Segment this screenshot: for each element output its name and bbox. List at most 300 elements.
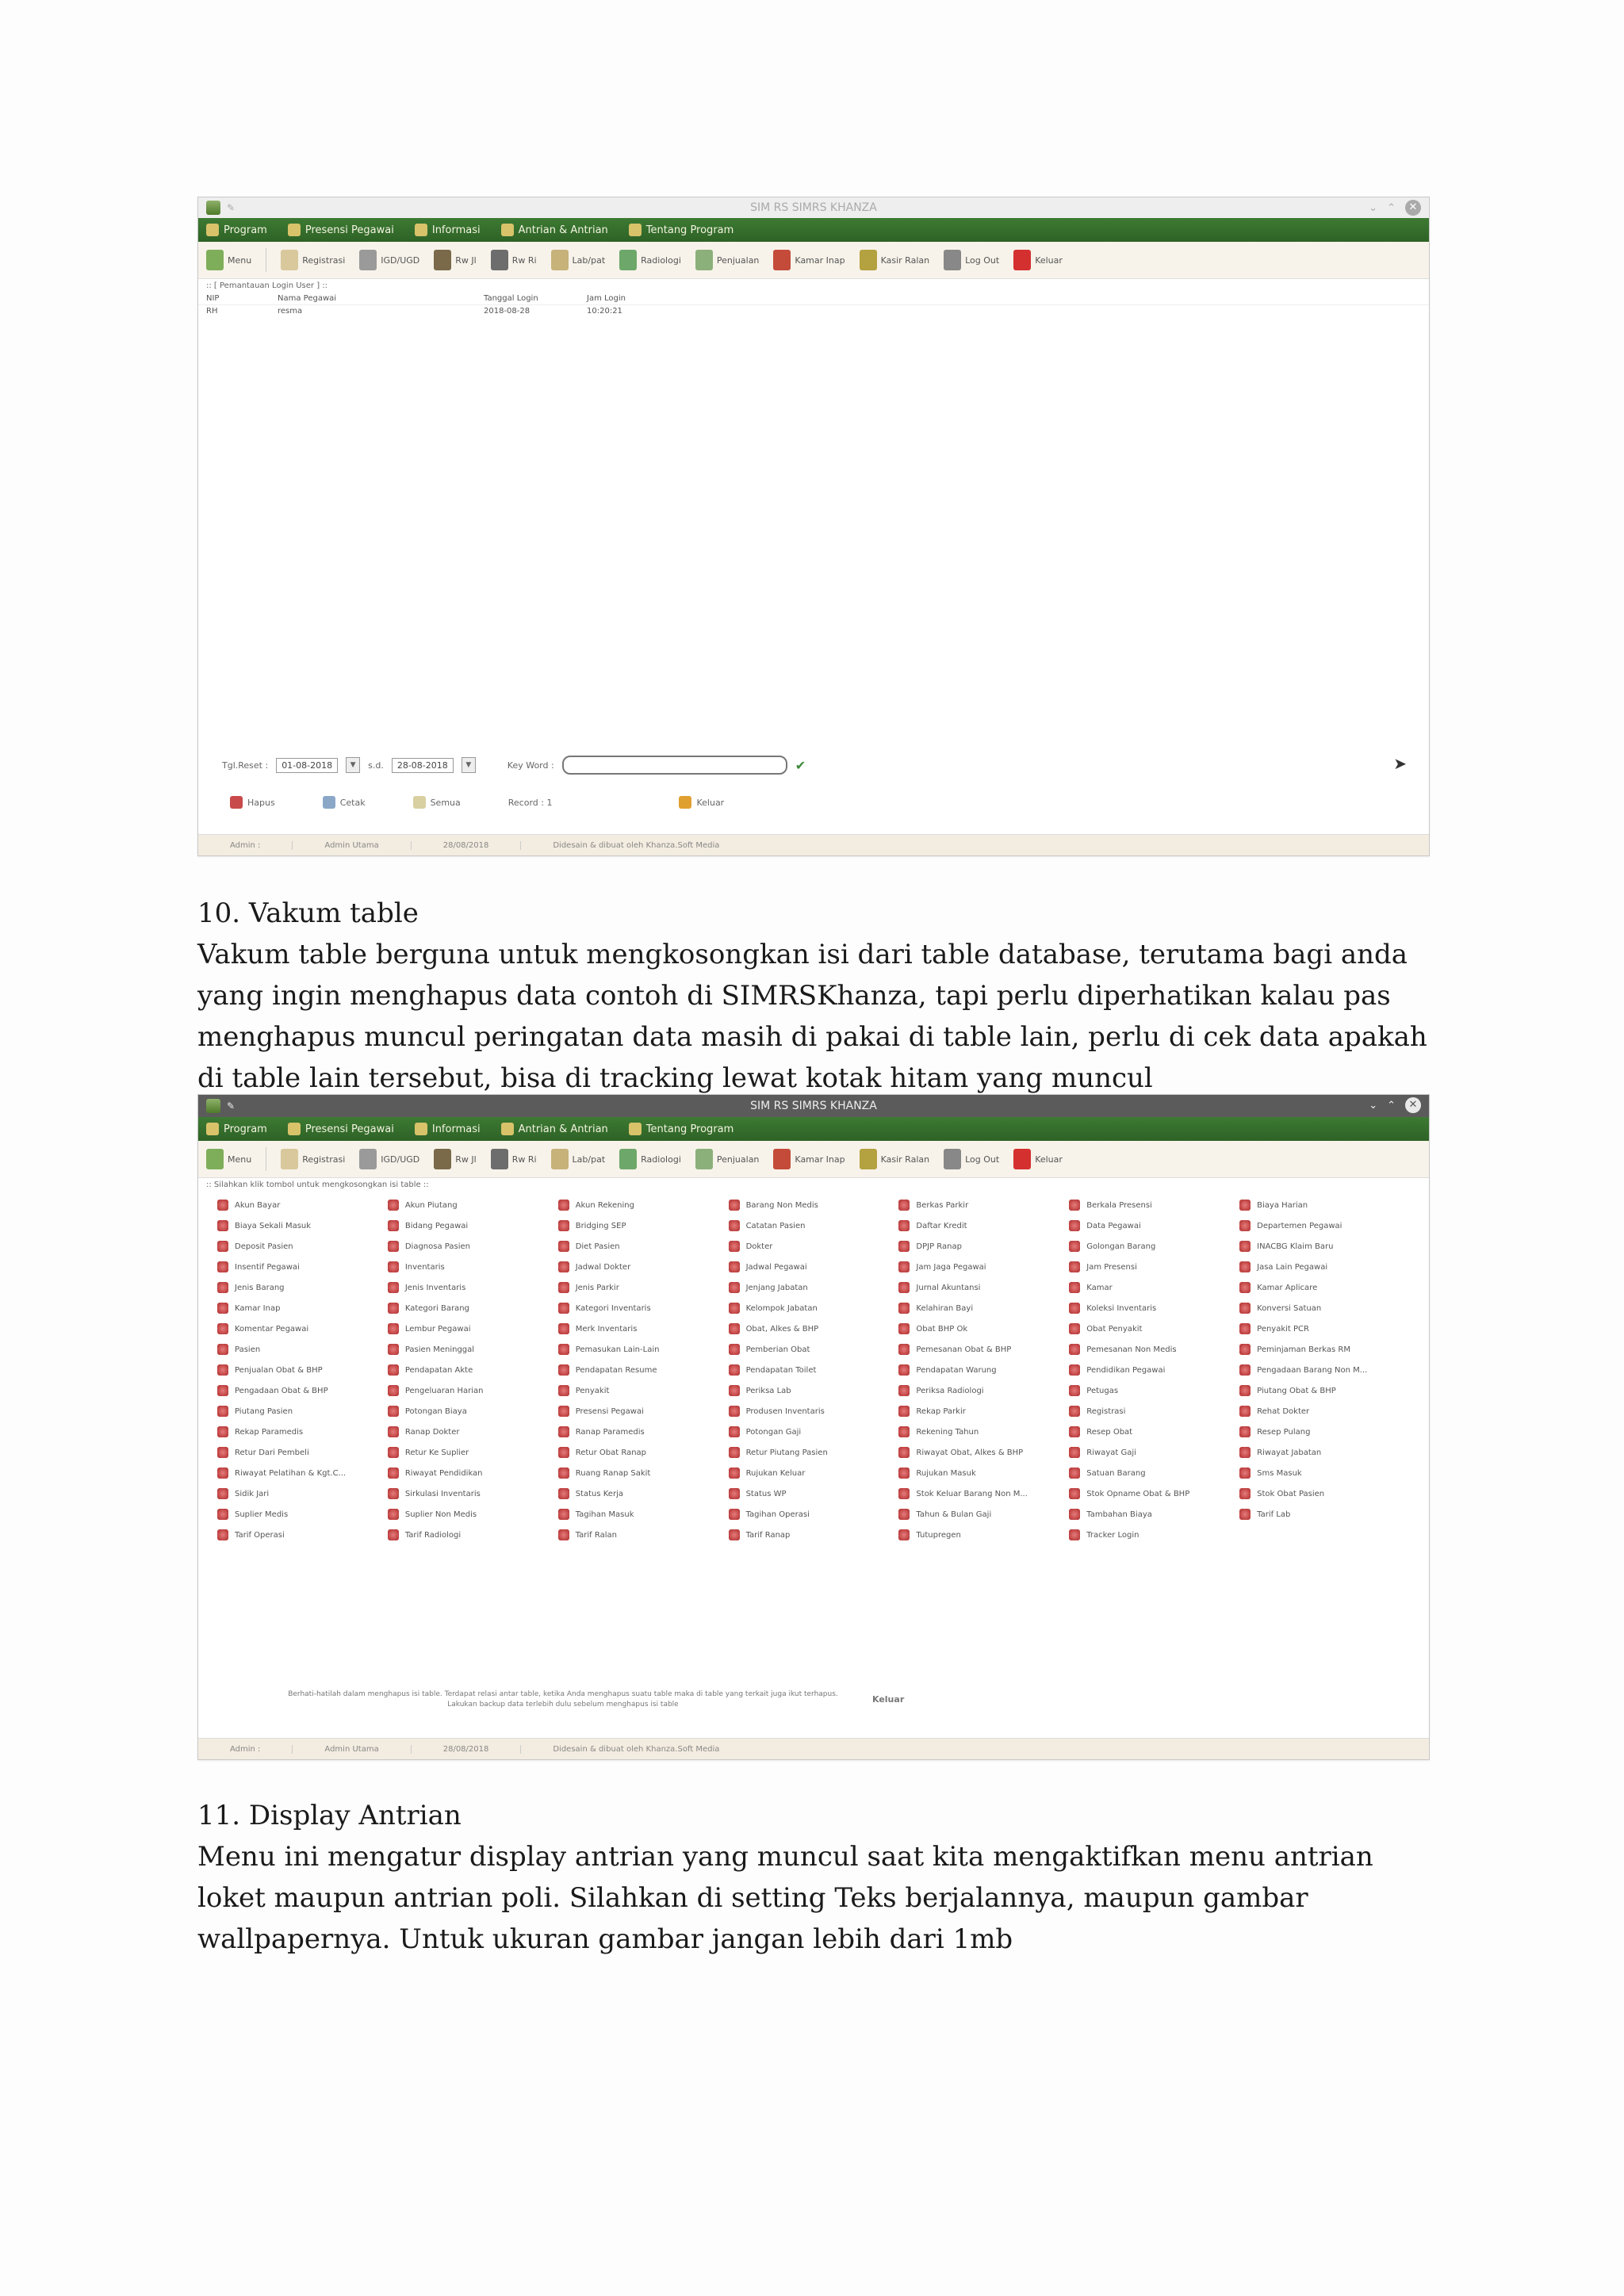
vakum-table-label: Jenis Inventaris bbox=[404, 1283, 466, 1292]
vakum-table-button[interactable] bbox=[1239, 1364, 1410, 1376]
vakum-table-label: Rujukan Keluar bbox=[745, 1468, 806, 1478]
vakum-table-button[interactable] bbox=[729, 1364, 899, 1376]
vakum-table-button[interactable] bbox=[388, 1385, 558, 1396]
vakum-table-button[interactable] bbox=[729, 1447, 899, 1458]
vakum-table-button[interactable] bbox=[898, 1364, 1069, 1376]
menu-presensi[interactable]: Presensi Pegawai bbox=[288, 1123, 394, 1135]
menu-program[interactable]: Program bbox=[206, 224, 267, 236]
vakum-table-button[interactable] bbox=[729, 1241, 899, 1252]
trash-icon bbox=[1069, 1364, 1080, 1376]
toolbar-registrasi-button[interactable]: Registrasi bbox=[281, 250, 345, 270]
vakum-table-button[interactable] bbox=[898, 1426, 1069, 1437]
trash-icon bbox=[1069, 1488, 1080, 1499]
vakum-table-label: Koleksi Inventaris bbox=[1086, 1303, 1157, 1313]
maximize-icon[interactable]: ⌃ bbox=[1387, 201, 1396, 214]
trash-icon bbox=[1069, 1261, 1080, 1272]
vakum-table-button[interactable] bbox=[558, 1282, 729, 1293]
vakum-table-button[interactable] bbox=[898, 1406, 1069, 1417]
trash-icon bbox=[1239, 1468, 1251, 1479]
date-from-dropdown-icon[interactable]: ▼ bbox=[346, 757, 360, 773]
toolbar-kamar-inap-button[interactable]: Kamar Inap bbox=[773, 250, 845, 270]
key-icon bbox=[206, 224, 219, 236]
maximize-icon[interactable]: ⌃ bbox=[1387, 1099, 1396, 1112]
info-icon bbox=[415, 1123, 427, 1135]
vakum-table-label: Stok Keluar Barang Non M... bbox=[916, 1489, 1028, 1498]
vakum-table-button[interactable] bbox=[558, 1261, 729, 1272]
close-icon[interactable]: ✕ bbox=[1405, 1097, 1421, 1113]
toolbar-radiologi-button[interactable]: Radiologi bbox=[619, 250, 681, 270]
trash-icon bbox=[1069, 1468, 1080, 1479]
vakum-table-button[interactable] bbox=[898, 1468, 1069, 1479]
menu-presensi[interactable]: Presensi Pegawai bbox=[288, 224, 394, 236]
vakum-table-label: Sidik Jari bbox=[235, 1489, 270, 1498]
vakum-table-label: Akun Bayar bbox=[235, 1200, 281, 1210]
print-icon bbox=[323, 796, 335, 809]
vakum-table-button[interactable] bbox=[1239, 1220, 1410, 1231]
toolbar-rwjl-button[interactable]: Rw Jl bbox=[434, 1149, 476, 1169]
vakum-table-button[interactable] bbox=[729, 1344, 899, 1355]
vakum-table-button[interactable] bbox=[388, 1364, 558, 1376]
vakum-table-button[interactable] bbox=[388, 1447, 558, 1458]
vakum-table-label: Kamar Aplicare bbox=[1257, 1283, 1318, 1292]
vakum-table-label: Ruang Ranap Sakit bbox=[575, 1468, 651, 1478]
vakum-table-button[interactable] bbox=[1069, 1447, 1239, 1458]
vakum-table-button[interactable] bbox=[1069, 1282, 1239, 1293]
vakum-table-button[interactable] bbox=[558, 1303, 729, 1314]
panel-caption: :: [ Pemantauan Login User ] :: bbox=[206, 281, 328, 290]
column-header[interactable]: Nama Pegawai bbox=[278, 294, 337, 303]
toolbar-rwjl-button[interactable]: Rw Jl bbox=[434, 250, 476, 270]
vakum-table-button[interactable] bbox=[729, 1488, 899, 1499]
vakum-table-button[interactable] bbox=[1239, 1488, 1410, 1499]
vakum-table-label: Riwayat Jabatan bbox=[1257, 1448, 1322, 1457]
vakum-table-button[interactable] bbox=[898, 1282, 1069, 1293]
vakum-table-button[interactable] bbox=[1069, 1426, 1239, 1437]
vakum-table-label: Retur Dari Pembeli bbox=[235, 1448, 309, 1457]
vakum-table-button[interactable] bbox=[1239, 1509, 1410, 1520]
vakum-table-button[interactable] bbox=[558, 1509, 729, 1520]
status-credit: Didesain & dibuat oleh Khanza.Soft Media bbox=[553, 1744, 720, 1754]
vakum-table-button[interactable] bbox=[729, 1323, 899, 1334]
toolbar bbox=[198, 242, 1429, 279]
vakum-table-button[interactable] bbox=[217, 1488, 388, 1499]
room-icon bbox=[773, 250, 791, 270]
section-10-heading: 10. Vakum table bbox=[197, 897, 419, 929]
outpatient-icon bbox=[434, 1149, 451, 1169]
vakum-table-label: Jam Jaga Pegawai bbox=[916, 1262, 986, 1272]
vakum-table-button[interactable] bbox=[217, 1426, 388, 1437]
vakum-table-button[interactable] bbox=[388, 1241, 558, 1252]
sales-icon bbox=[695, 1149, 713, 1169]
vakum-table-label: Jenis Barang bbox=[235, 1283, 285, 1292]
vakum-table-button[interactable] bbox=[1069, 1241, 1239, 1252]
vakum-table-button[interactable] bbox=[388, 1406, 558, 1417]
lab-icon bbox=[551, 250, 569, 270]
vakum-table-button[interactable] bbox=[898, 1447, 1069, 1458]
trash-icon bbox=[729, 1220, 740, 1231]
vakum-table-label: Pendapatan Toilet bbox=[745, 1365, 817, 1375]
vakum-table-button[interactable] bbox=[388, 1468, 558, 1479]
vakum-table-button[interactable] bbox=[1069, 1200, 1239, 1211]
vakum-table-label: Riwayat Obat, Alkes & BHP bbox=[916, 1448, 1024, 1457]
vakum-table-label: Akun Piutang bbox=[404, 1200, 458, 1210]
vakum-table-button[interactable] bbox=[558, 1364, 729, 1376]
vakum-table-button[interactable] bbox=[1239, 1447, 1410, 1458]
vakum-table-button[interactable] bbox=[898, 1509, 1069, 1520]
vakum-table-button[interactable] bbox=[388, 1303, 558, 1314]
vakum-table-button[interactable] bbox=[388, 1529, 558, 1540]
minimize-icon[interactable]: ⌄ bbox=[1369, 1099, 1378, 1112]
toolbar-igd-button[interactable]: IGD/UGD bbox=[359, 250, 419, 270]
trash-icon bbox=[1239, 1344, 1251, 1355]
vakum-table-label: Bidang Pegawai bbox=[404, 1221, 469, 1230]
vakum-table-button[interactable] bbox=[388, 1261, 558, 1272]
vakum-table-button[interactable] bbox=[558, 1323, 729, 1334]
toolbar-kasir-ralan-button[interactable]: Kasir Ralan bbox=[860, 1149, 929, 1169]
vakum-table-button[interactable] bbox=[558, 1426, 729, 1437]
vakum-table-button[interactable] bbox=[1069, 1488, 1239, 1499]
vakum-table-label: Kamar Inap bbox=[235, 1303, 281, 1313]
vakum-table-button[interactable] bbox=[217, 1241, 388, 1252]
search-icon bbox=[413, 796, 426, 809]
vakum-table-button[interactable] bbox=[217, 1261, 388, 1272]
trash-icon bbox=[898, 1303, 910, 1314]
trash-icon bbox=[388, 1529, 399, 1540]
vakum-table-button[interactable] bbox=[388, 1282, 558, 1293]
book-icon bbox=[629, 224, 642, 236]
trash-icon bbox=[388, 1323, 399, 1334]
trash-icon bbox=[217, 1509, 228, 1520]
trash-icon bbox=[388, 1220, 399, 1231]
vakum-table-button[interactable] bbox=[1069, 1323, 1239, 1334]
toolbar-logout-button[interactable]: Log Out bbox=[944, 1149, 999, 1169]
vakum-table-button[interactable] bbox=[388, 1509, 558, 1520]
minimize-icon[interactable]: ⌄ bbox=[1369, 201, 1378, 214]
vakum-table-button[interactable] bbox=[898, 1303, 1069, 1314]
vakum-table-button[interactable] bbox=[388, 1323, 558, 1334]
vakum-table-button[interactable] bbox=[558, 1488, 729, 1499]
vakum-table-button[interactable] bbox=[898, 1385, 1069, 1396]
vakum-table-button[interactable] bbox=[1239, 1303, 1410, 1314]
vakum-table-label: Barang Non Medis bbox=[745, 1200, 818, 1210]
vakum-table-button[interactable] bbox=[729, 1406, 899, 1417]
toolbar-lab-button[interactable]: Lab/pat bbox=[551, 250, 606, 270]
menu-informasi[interactable]: Informasi bbox=[415, 224, 481, 236]
vakum-table-label: Pendapatan Resume bbox=[575, 1365, 657, 1375]
vakum-table-label: Produsen Inventaris bbox=[745, 1406, 825, 1416]
section-10 bbox=[197, 893, 1434, 1099]
trash-icon bbox=[558, 1364, 569, 1376]
vakum-table-label: Peminjaman Berkas RM bbox=[1257, 1345, 1350, 1354]
vakum-table-button[interactable] bbox=[1239, 1426, 1410, 1437]
vakum-table-button[interactable] bbox=[558, 1447, 729, 1458]
vakum-table-button[interactable] bbox=[1069, 1529, 1239, 1540]
vakum-table-button[interactable] bbox=[729, 1468, 899, 1479]
status-user-label: Admin : bbox=[198, 1745, 293, 1754]
trash-icon bbox=[1069, 1344, 1080, 1355]
trash-icon bbox=[898, 1406, 910, 1417]
trash-icon bbox=[729, 1509, 740, 1520]
vakum-table-button[interactable] bbox=[1239, 1406, 1410, 1417]
vakum-table-label: Lembur Pegawai bbox=[404, 1324, 471, 1334]
trash-icon bbox=[898, 1364, 910, 1376]
vakum-table-button[interactable] bbox=[898, 1344, 1069, 1355]
column-header[interactable]: Jam Login bbox=[587, 294, 626, 303]
trash-icon bbox=[558, 1529, 569, 1540]
vakum-table-button[interactable] bbox=[1069, 1364, 1239, 1376]
vakum-table-button[interactable] bbox=[1069, 1509, 1239, 1520]
doctor-icon bbox=[359, 1149, 377, 1169]
menu-antrian[interactable]: Antrian & Antrian bbox=[501, 1123, 608, 1135]
vakum-table-button[interactable] bbox=[217, 1303, 388, 1314]
semua-button[interactable]: Semua bbox=[413, 796, 461, 809]
person-icon bbox=[288, 1123, 301, 1135]
vakum-table-button[interactable] bbox=[1069, 1261, 1239, 1272]
trash-icon bbox=[217, 1200, 228, 1211]
trash-icon bbox=[558, 1468, 569, 1479]
vakum-table-button[interactable] bbox=[388, 1488, 558, 1499]
menu-program[interactable]: Program bbox=[206, 1123, 267, 1135]
vakum-table-button[interactable] bbox=[217, 1220, 388, 1231]
keluar-button[interactable]: Keluar bbox=[872, 1694, 905, 1705]
vakum-table-button[interactable] bbox=[898, 1200, 1069, 1211]
vakum-table-button[interactable] bbox=[217, 1200, 388, 1211]
trash-icon bbox=[729, 1364, 740, 1376]
vakum-table-button[interactable] bbox=[1069, 1406, 1239, 1417]
vakum-table-button[interactable] bbox=[217, 1509, 388, 1520]
trash-icon bbox=[1069, 1406, 1080, 1417]
toolbar-lab-button[interactable]: Lab/pat bbox=[551, 1149, 606, 1169]
trash-icon bbox=[898, 1241, 910, 1252]
vakum-table-button[interactable] bbox=[388, 1220, 558, 1231]
vakum-table-button[interactable] bbox=[388, 1344, 558, 1355]
trash-icon bbox=[388, 1303, 399, 1314]
vakum-table-button[interactable] bbox=[558, 1344, 729, 1355]
vakum-table-button[interactable] bbox=[217, 1323, 388, 1334]
vakum-table-button[interactable] bbox=[1239, 1344, 1410, 1355]
vakum-table-label: Pemberian Obat bbox=[745, 1345, 810, 1354]
action-bar bbox=[198, 784, 1429, 821]
hapus-button[interactable]: Hapus bbox=[230, 796, 275, 809]
vakum-table-button[interactable] bbox=[217, 1447, 388, 1458]
trash-icon bbox=[898, 1468, 910, 1479]
logout-icon bbox=[944, 250, 961, 270]
date-from-field[interactable]: 01-08-2018 bbox=[276, 758, 338, 773]
trash-icon bbox=[1069, 1323, 1080, 1334]
table-header bbox=[198, 293, 1429, 305]
vakum-table-label: Status Kerja bbox=[575, 1489, 623, 1498]
radiology-icon bbox=[619, 250, 637, 270]
vakum-table-label: Pengadaan Barang Non M... bbox=[1257, 1365, 1368, 1375]
vakum-table-button[interactable] bbox=[729, 1426, 899, 1437]
vakum-table-label: Retur Obat Ranap bbox=[575, 1448, 647, 1457]
vakum-table-button[interactable] bbox=[1069, 1303, 1239, 1314]
vakum-table-label: Jenis Parkir bbox=[575, 1283, 619, 1292]
vakum-table-label: Registrasi bbox=[1086, 1406, 1126, 1416]
pin-icon[interactable]: ✎ bbox=[227, 202, 236, 213]
vakum-table-button[interactable] bbox=[217, 1364, 388, 1376]
vakum-table-button[interactable] bbox=[558, 1200, 729, 1211]
column-header[interactable]: NIP bbox=[206, 294, 220, 303]
vakum-table-label: Ranap Paramedis bbox=[575, 1427, 645, 1437]
trash-icon bbox=[1239, 1323, 1251, 1334]
vakum-table-button[interactable] bbox=[388, 1426, 558, 1437]
vakum-table-label: Piutang Pasien bbox=[235, 1406, 293, 1416]
table-row[interactable] bbox=[198, 305, 1429, 317]
vakum-table-button[interactable] bbox=[1239, 1323, 1410, 1334]
vakum-table-button[interactable] bbox=[1069, 1220, 1239, 1231]
vakum-table-label: Kelompok Jabatan bbox=[745, 1303, 818, 1313]
vakum-table-button[interactable] bbox=[558, 1385, 729, 1396]
table-cell: 2018-08-28 bbox=[484, 307, 530, 316]
trash-icon bbox=[558, 1200, 569, 1211]
trash-icon bbox=[1239, 1261, 1251, 1272]
vakum-table-label: Pasien Meninggal bbox=[404, 1345, 475, 1354]
vakum-table-button[interactable] bbox=[1239, 1261, 1410, 1272]
toolbar-kasir-ralan-button[interactable]: Kasir Ralan bbox=[860, 250, 929, 270]
vakum-table-button[interactable] bbox=[898, 1261, 1069, 1272]
vakum-table-button[interactable] bbox=[898, 1488, 1069, 1499]
trash-icon bbox=[1239, 1385, 1251, 1396]
trash-icon bbox=[1069, 1529, 1080, 1540]
vakum-table-button[interactable] bbox=[217, 1344, 388, 1355]
vakum-table-button[interactable] bbox=[729, 1303, 899, 1314]
toolbar-penjualan-button[interactable]: Penjualan bbox=[695, 1149, 760, 1169]
vakum-table-button[interactable] bbox=[1239, 1200, 1410, 1211]
trash-icon bbox=[217, 1303, 228, 1314]
window-title: SIM RS SIMRS KHANZA bbox=[750, 201, 877, 214]
menu-tentang[interactable]: Tentang Program bbox=[629, 224, 734, 236]
trash-icon bbox=[217, 1282, 228, 1293]
trash-icon bbox=[1069, 1426, 1080, 1437]
vakum-table-label: Tracker Login bbox=[1086, 1530, 1139, 1540]
trash-icon bbox=[388, 1426, 399, 1437]
book-icon bbox=[629, 1123, 642, 1135]
vakum-table-button[interactable] bbox=[217, 1529, 388, 1540]
vakum-table-button[interactable] bbox=[1069, 1344, 1239, 1355]
close-icon[interactable]: ✕ bbox=[1405, 200, 1421, 216]
trash-icon bbox=[388, 1509, 399, 1520]
status-user: Admin Utama bbox=[293, 841, 411, 850]
toolbar-rwri-button[interactable]: Rw Ri bbox=[491, 250, 537, 270]
toolbar-kamar-inap-button[interactable]: Kamar Inap bbox=[773, 1149, 845, 1169]
trash-icon bbox=[898, 1447, 910, 1458]
vakum-table-button[interactable] bbox=[729, 1509, 899, 1520]
section-10-body: Vakum table berguna untuk mengkosongkan isi dari table database, terutama bagi anda yang ingin menghapus data contoh di SIMRSKhanza, tapi perlu diperhatikan kalau pas menghapus muncul peringatan data masih di pakai di table lain, perlu di cek data apakah di table lain tersebut, bisa di tracking lewat kotak hitam yang muncul bbox=[197, 939, 1427, 1094]
trash-icon bbox=[729, 1488, 740, 1499]
date-to-field[interactable]: 28-08-2018 bbox=[392, 758, 454, 773]
vakum-table-button[interactable] bbox=[729, 1200, 899, 1211]
vakum-table-button[interactable] bbox=[898, 1529, 1069, 1540]
toolbar-radiologi-button[interactable]: Radiologi bbox=[619, 1149, 681, 1169]
vakum-table-button[interactable] bbox=[1239, 1282, 1410, 1293]
vakum-table-button[interactable] bbox=[558, 1241, 729, 1252]
menu-tentang[interactable]: Tentang Program bbox=[629, 1123, 734, 1135]
vakum-table-label: Tarif Ranap bbox=[745, 1530, 791, 1540]
vakum-table-button[interactable] bbox=[388, 1200, 558, 1211]
keluar-button[interactable]: Keluar bbox=[679, 796, 724, 809]
vakum-table-button[interactable] bbox=[1069, 1385, 1239, 1396]
cetak-button[interactable]: Cetak bbox=[323, 796, 366, 809]
vakum-table-label: Jasa Lain Pegawai bbox=[1257, 1262, 1328, 1272]
vakum-table-button[interactable] bbox=[217, 1406, 388, 1417]
vakum-table-button[interactable] bbox=[729, 1385, 899, 1396]
trash-icon bbox=[1069, 1282, 1080, 1293]
vakum-table-button[interactable] bbox=[1239, 1241, 1410, 1252]
toolbar-rwri-button[interactable]: Rw Ri bbox=[491, 1149, 537, 1169]
vakum-table-button[interactable] bbox=[1239, 1385, 1410, 1396]
column-header[interactable]: Tanggal Login bbox=[484, 294, 538, 303]
vakum-table-button[interactable] bbox=[729, 1220, 899, 1231]
vakum-table-button[interactable] bbox=[898, 1323, 1069, 1334]
toolbar-igd-button[interactable]: IGD/UGD bbox=[359, 1149, 419, 1169]
exit-icon bbox=[679, 796, 691, 809]
exit-icon bbox=[1013, 250, 1031, 270]
date-to-dropdown-icon[interactable]: ▼ bbox=[462, 757, 476, 773]
pin-icon[interactable]: ✎ bbox=[227, 1100, 236, 1112]
vakum-table-button[interactable] bbox=[1069, 1468, 1239, 1479]
trash-icon bbox=[388, 1406, 399, 1417]
vakum-table-label: Pendidikan Pegawai bbox=[1086, 1365, 1166, 1375]
keyword-input[interactable] bbox=[562, 756, 787, 775]
vakum-table-button[interactable] bbox=[217, 1468, 388, 1479]
vakum-table-label: Tahun & Bulan Gaji bbox=[916, 1510, 992, 1519]
vakum-table-label: Piutang Obat & BHP bbox=[1257, 1386, 1336, 1395]
vakum-table-button[interactable] bbox=[558, 1529, 729, 1540]
vakum-table-button[interactable] bbox=[898, 1220, 1069, 1231]
toolbar-keluar-button[interactable]: Keluar bbox=[1013, 1149, 1063, 1169]
trash-icon bbox=[388, 1385, 399, 1396]
vakum-table-label: Obat BHP Ok bbox=[916, 1324, 968, 1334]
vakum-table-button[interactable] bbox=[729, 1282, 899, 1293]
vakum-table-button[interactable] bbox=[729, 1529, 899, 1540]
toolbar-keluar-button[interactable]: Keluar bbox=[1013, 250, 1063, 270]
status-bar bbox=[198, 1738, 1429, 1759]
vakum-table-label: Kategori Barang bbox=[404, 1303, 469, 1313]
vakum-table-button[interactable] bbox=[1239, 1468, 1410, 1479]
trash-icon bbox=[388, 1282, 399, 1293]
status-credit: Didesain & dibuat oleh Khanza.Soft Media bbox=[553, 840, 720, 850]
toolbar-logout-button[interactable]: Log Out bbox=[944, 250, 999, 270]
trash-icon bbox=[898, 1426, 910, 1437]
vakum-table-button[interactable] bbox=[558, 1468, 729, 1479]
toolbar-penjualan-button[interactable]: Penjualan bbox=[695, 250, 760, 270]
vakum-table-label: Riwayat Pelatihan & Kgt.C... bbox=[235, 1468, 347, 1478]
vakum-table-button[interactable] bbox=[558, 1406, 729, 1417]
trash-icon bbox=[1069, 1385, 1080, 1396]
vakum-table-button[interactable] bbox=[558, 1220, 729, 1231]
vakum-table-button[interactable] bbox=[217, 1282, 388, 1293]
search-check-icon[interactable]: ✔ bbox=[795, 757, 806, 773]
vakum-table-button[interactable] bbox=[898, 1241, 1069, 1252]
trash-icon bbox=[1239, 1303, 1251, 1314]
toolbar-menu-button[interactable]: Menu bbox=[206, 1149, 251, 1169]
vakum-table-label: Departemen Pegawai bbox=[1257, 1221, 1342, 1230]
vakum-table-label: Tambahan Biaya bbox=[1086, 1510, 1152, 1519]
vakum-table-button[interactable] bbox=[729, 1261, 899, 1272]
menu-antrian[interactable]: Antrian & Antrian bbox=[501, 224, 608, 236]
trash-icon bbox=[217, 1385, 228, 1396]
menu-informasi[interactable]: Informasi bbox=[415, 1123, 481, 1135]
toolbar-registrasi-button[interactable]: Registrasi bbox=[281, 1149, 345, 1169]
trash-icon bbox=[1069, 1509, 1080, 1520]
vakum-table-button[interactable] bbox=[217, 1385, 388, 1396]
vakum-table-label: Potongan Gaji bbox=[745, 1427, 802, 1437]
toolbar bbox=[198, 1141, 1429, 1178]
vakum-table-label: Tagihan Masuk bbox=[575, 1510, 634, 1519]
trash-icon bbox=[558, 1426, 569, 1437]
toolbar-menu-button[interactable]: Menu bbox=[206, 250, 251, 270]
